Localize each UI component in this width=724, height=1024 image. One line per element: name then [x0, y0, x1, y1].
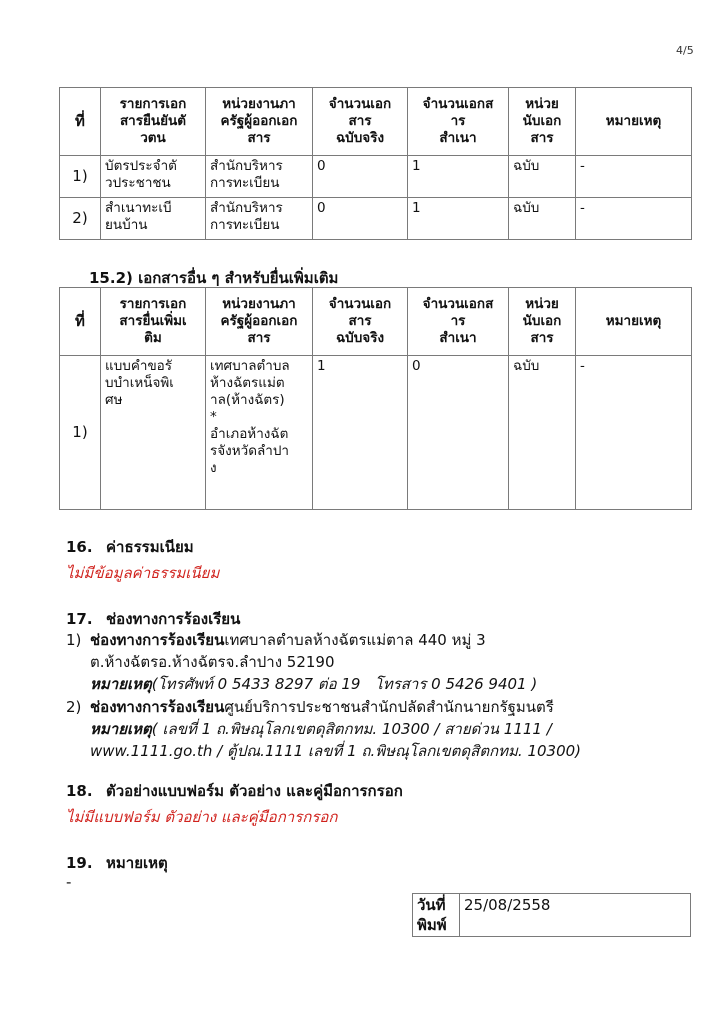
row-no: 2) — [60, 198, 101, 240]
channel-label: ช่องทางการร้องเรียน — [90, 631, 225, 649]
header-document: รายการเอก สารยืนยันตั วตน — [101, 88, 206, 156]
note-label: หมายเหตุ — [90, 675, 152, 693]
additional-documents-table — [59, 287, 692, 510]
channel-label: ช่องทางการร้องเรียน — [90, 698, 225, 716]
row-no: 1) — [60, 156, 101, 198]
no-form-info: ไม่มีแบบฟอร์ม ตัวอย่าง และคู่มือการกรอก — [66, 808, 338, 826]
header-agency: หน่วยงานภา ครัฐผู้ออกเอก สาร — [206, 288, 313, 356]
row-note: - — [576, 156, 692, 198]
header-document: รายการเอก สารยื่นเพิ่มเ ติม — [101, 288, 206, 356]
section-15-2-title: 15.2) เอกสารอื่น ๆ สำหรับยื่นเพิ่มเติม — [89, 269, 339, 287]
header-copy-count: จำนวนเอกส าร สำเนา — [408, 88, 509, 156]
no-fee-info: ไม่มีข้อมูลค่าธรรมเนียม — [66, 564, 220, 582]
header-original-count: จำนวนเอก สาร ฉบับจริง — [313, 288, 408, 356]
section-title: หมายเหตุ — [106, 854, 168, 872]
table-header-row — [60, 88, 692, 156]
header-original-count: จำนวนเอก สาร ฉบับจริง — [313, 88, 408, 156]
row-note: - — [576, 198, 692, 240]
section-19-heading — [66, 851, 168, 875]
row-document: บัตรประจำตั วประชาชน — [101, 156, 206, 198]
complaint-channel-2 — [66, 695, 554, 719]
complaint-channel-1 — [66, 628, 486, 652]
section-number: 19. — [66, 854, 93, 872]
header-note: หมายเหตุ — [576, 88, 692, 156]
table-row — [60, 198, 692, 240]
print-date-label: วันที่ พิมพ์ — [413, 894, 460, 937]
header-note: หมายเหตุ — [576, 288, 692, 356]
channel-note — [90, 672, 537, 696]
row-unit: ฉบับ — [509, 356, 576, 510]
header-copy-count: จำนวนเอกส าร สำเนา — [408, 288, 509, 356]
row-note: - — [576, 356, 692, 510]
header-agency: หน่วยงานภา ครัฐผู้ออกเอก สาร — [206, 88, 313, 156]
note-text: (โทรศัพท์ 0 5433 8297 ต่อ 19 โทรสาร 0 5426 9401 ) — [151, 675, 538, 693]
note-text: ( เลขที่ 1 ถ.พิษณุโลกเขตดุสิตกทม. 10300 / สายด่วน 1111 / — [151, 720, 552, 738]
section-18-heading — [66, 779, 403, 803]
section-title: ช่องทางการร้องเรียน — [106, 610, 241, 628]
section-number: 16. — [66, 538, 93, 556]
row-original-count: 0 — [313, 198, 408, 240]
header-no: ที่ — [60, 288, 101, 356]
table-row — [60, 356, 692, 510]
section-title: ตัวอย่างแบบฟอร์ม ตัวอย่าง และคู่มือการกรอก — [106, 782, 403, 800]
row-unit: ฉบับ — [509, 198, 576, 240]
header-no: ที่ — [60, 88, 101, 156]
row-agency: เทศบาลตำบล ห้างฉัตรแม่ต าล(ห้างฉัตร) * อำเภอห้างฉัต รจังหวัดลำปา ง — [206, 356, 313, 510]
item-number: 2) — [66, 698, 82, 716]
row-agency: สำนักบริหาร การทะเบียน — [206, 198, 313, 240]
remarks-text: - — [66, 873, 72, 891]
print-date-value: 25/08/2558 — [460, 894, 691, 937]
identity-documents-table — [59, 87, 692, 240]
section-number: 18. — [66, 782, 93, 800]
channel-text: ศูนย์บริการประชาชนสำนักปลัดสำนักนายกรัฐมนตรี — [224, 698, 554, 716]
row-copy-count: 1 — [408, 156, 509, 198]
row-no: 1) — [60, 356, 101, 510]
channel-text: เทศบาลตำบลห้างฉัตรแม่ตาล 440 หมู่ 3 — [224, 631, 486, 649]
table-row — [60, 156, 692, 198]
note-label: หมายเหตุ — [90, 720, 152, 738]
channel-note-line-2: www.1111.go.th / ตู้ปณ.1111 เลขที่ 1 ถ.พิษณุโลกเขตดุสิตกทม. 10300) — [90, 742, 582, 760]
row-document: สำเนาทะเบี ยนบ้าน — [101, 198, 206, 240]
table-header-row — [60, 288, 692, 356]
section-number: 17. — [66, 610, 93, 628]
item-number: 1) — [66, 631, 82, 649]
print-date-box — [412, 893, 691, 937]
row-copy-count: 1 — [408, 198, 509, 240]
row-unit: ฉบับ — [509, 156, 576, 198]
row-copy-count: 0 — [408, 356, 509, 510]
row-original-count: 1 — [313, 356, 408, 510]
section-16-heading — [66, 535, 194, 559]
row-agency: สำนักบริหาร การทะเบียน — [206, 156, 313, 198]
channel-address-line: ต.ห้างฉัตรอ.ห้างฉัตรจ.ลำปาง 52190 — [90, 653, 335, 671]
row-original-count: 0 — [313, 156, 408, 198]
page-number: 4/5 — [676, 44, 694, 57]
channel-note — [90, 717, 552, 741]
section-title: ค่าธรรมเนียม — [106, 538, 194, 556]
header-unit: หน่วย นับเอก สาร — [509, 88, 576, 156]
header-unit: หน่วย นับเอก สาร — [509, 288, 576, 356]
row-document: แบบคำขอรั บบำเหน็จพิเ ศษ — [101, 356, 206, 510]
